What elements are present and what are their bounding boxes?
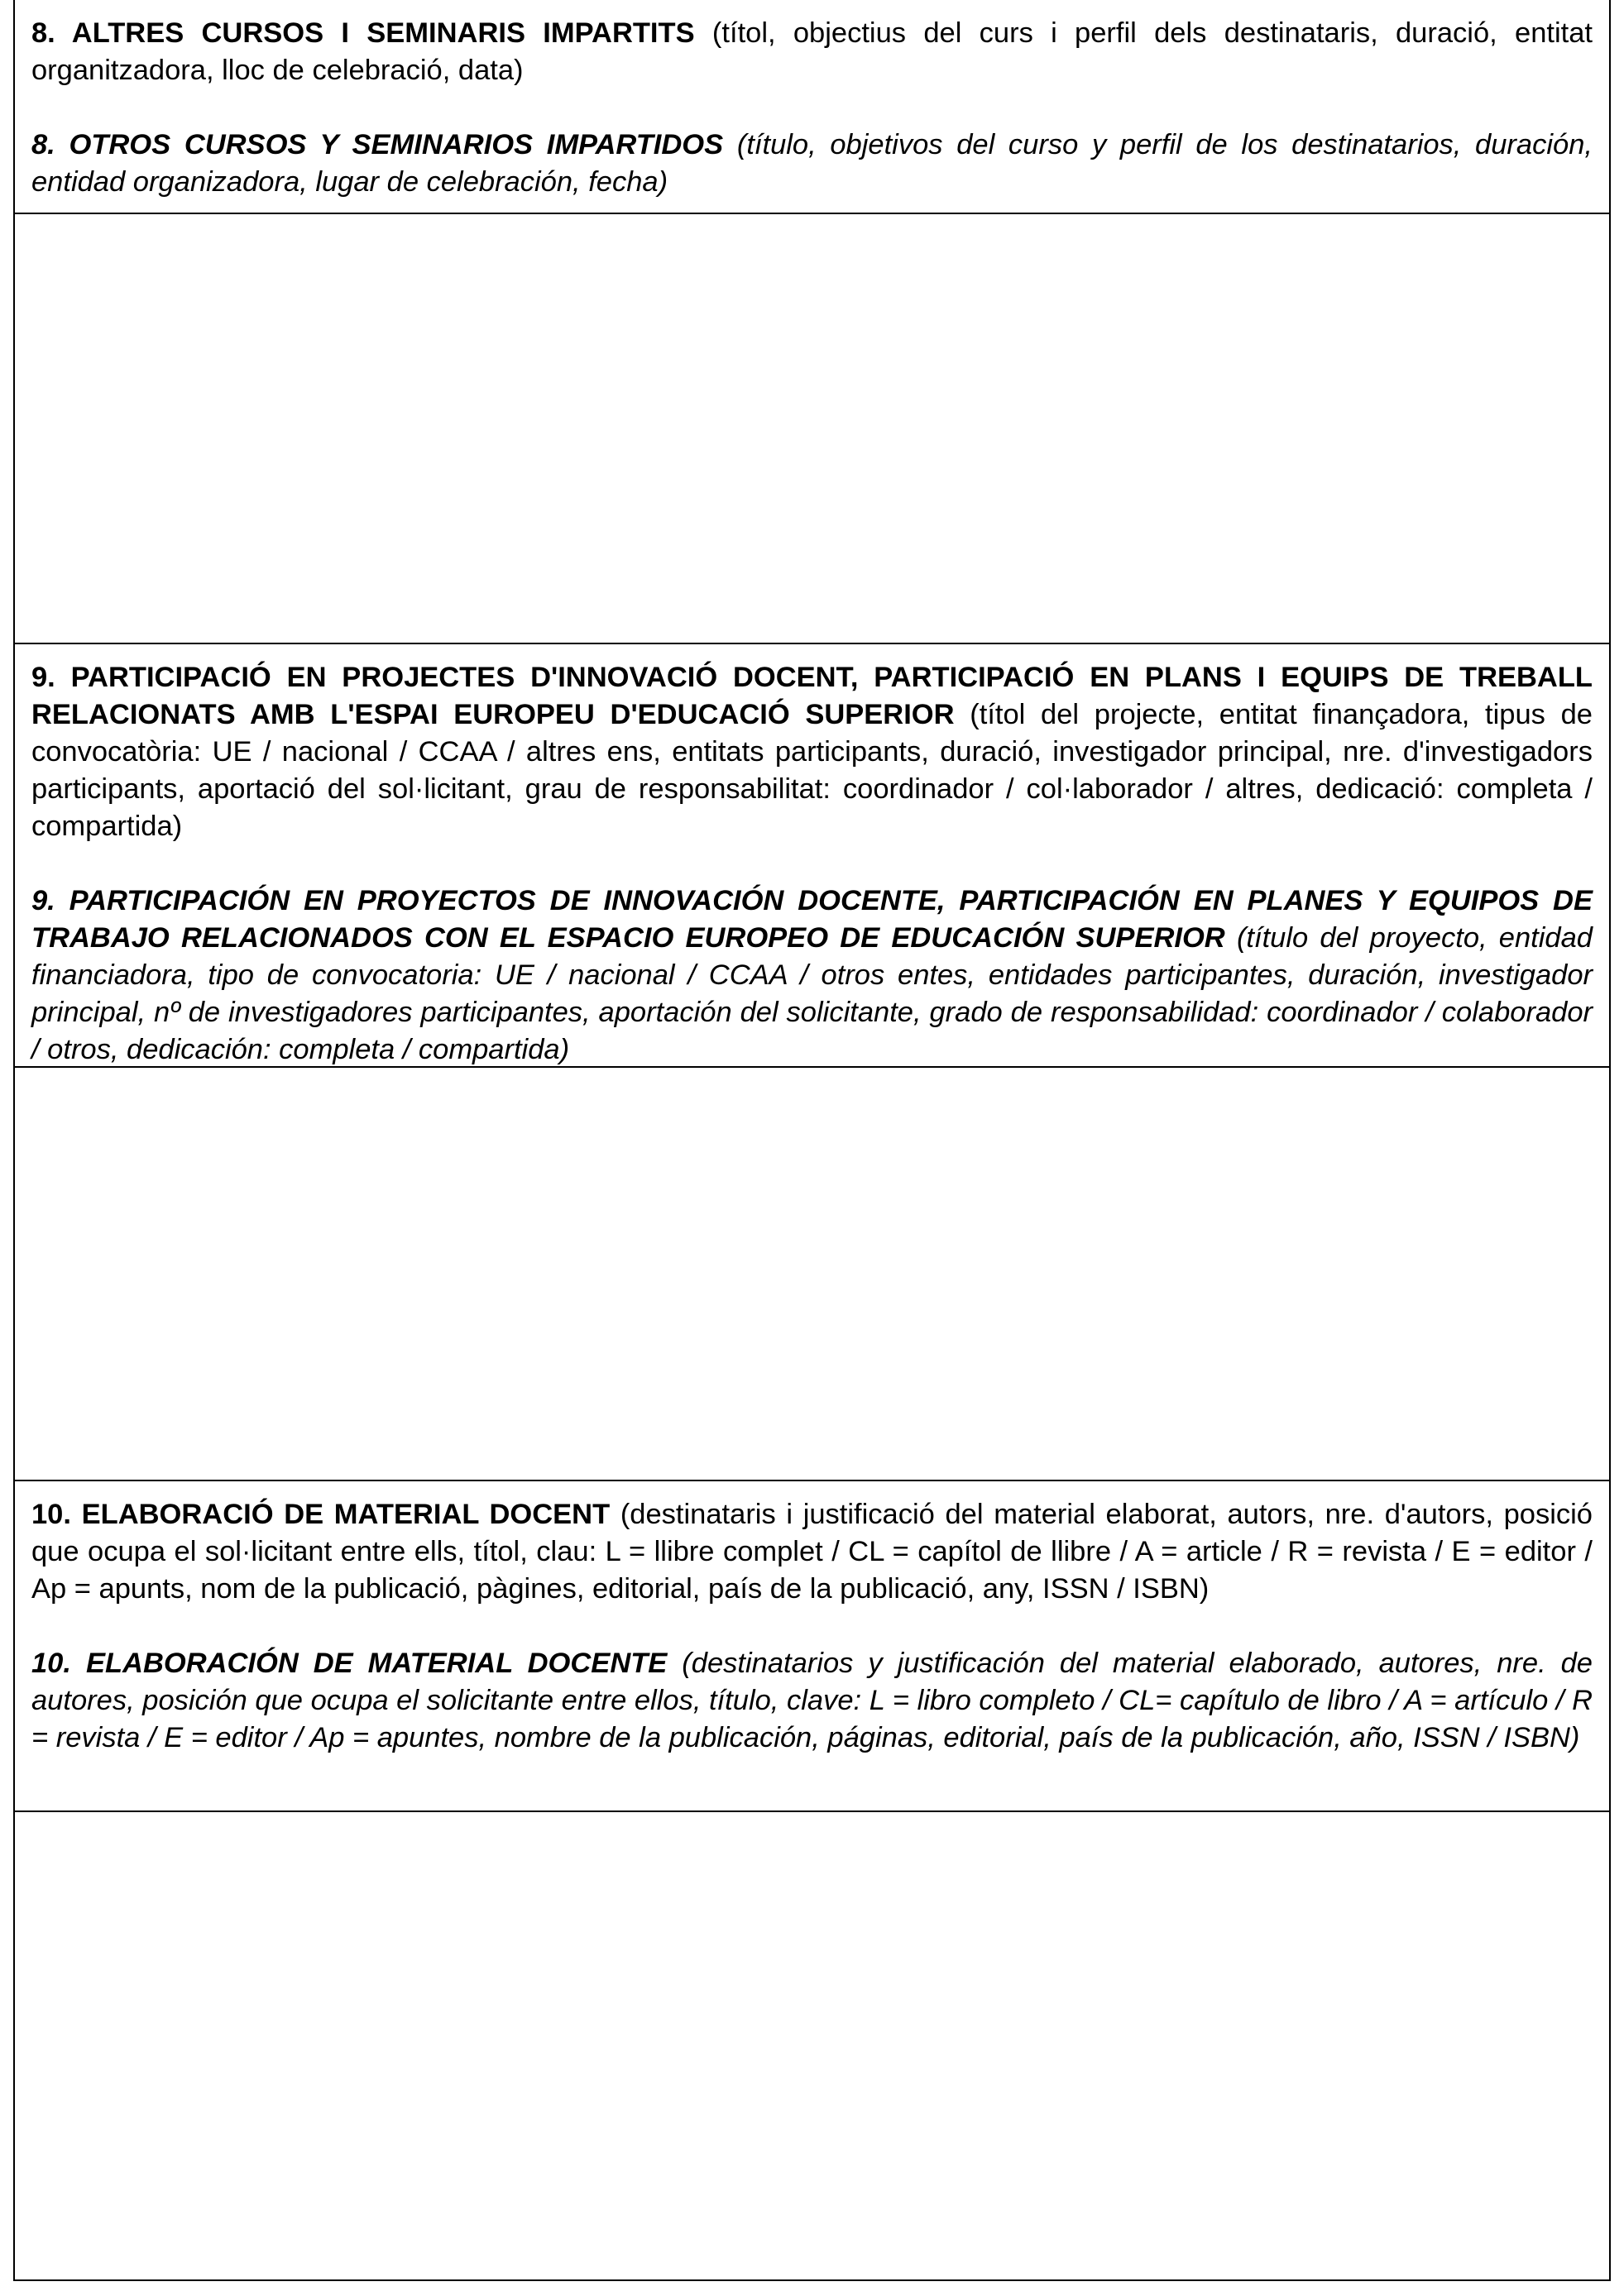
section-number: 9. xyxy=(31,662,55,693)
section-9-answer-box[interactable] xyxy=(15,1066,1609,1480)
section-10-heading-es xyxy=(31,1645,1593,1757)
section-8-heading-es xyxy=(31,127,1593,201)
section-title: PARTICIPACIÓ EN PROJECTES D'INNOVACIÓ DOCENT, PARTICIPACIÓ EN PLANS I EQUIPS DE TREBALL RELACIONATS AMB L'ESPAI EUROPEU D'EDUCACIÓ SUPERIOR xyxy=(31,662,1593,730)
section-description: (destinataris i justificació del material elaborat, autors, nre. d'autors, posició que ocupa el sol·licitant entre ells, títol, clau: L = llibre complet / CL = capítol de llibre / A = article / R = revista / E = editor / Ap = apunts, nom de la publicació, pàgines, editorial, país de la publicació, any, ISSN / ISBN) xyxy=(31,1499,1593,1605)
section-number: 8. xyxy=(31,129,55,160)
section-title: ELABORACIÓ DE MATERIAL DOCENT xyxy=(81,1499,611,1530)
section-9-heading-es xyxy=(31,883,1593,1069)
section-description: (destinatarios y justificación del material elaborado, autores, nre. de autores, posición que ocupa el solicitante entre ellos, título, clave: L = libro completo / CL= capítulo de libro / A = artículo / R = revista / E = editor / Ap = apuntes, nombre de la publicación, páginas, editorial, país de la publicación, año, ISSN / ISBN) xyxy=(31,1648,1593,1753)
section-description: (títol, objectius del curs i perfil dels destinataris, duració, entitat organitzadora, lloc de celebració, data) xyxy=(31,17,1593,86)
section-title: OTROS CURSOS Y SEMINARIOS IMPARTIDOS xyxy=(69,129,724,160)
application-form xyxy=(13,0,1611,2281)
section-title: ALTRES CURSOS I SEMINARIS IMPARTITS xyxy=(71,17,695,49)
section-title: ELABORACIÓN DE MATERIAL DOCENTE xyxy=(85,1648,668,1679)
section-title: PARTICIPACIÓN EN PROYECTOS DE INNOVACIÓN DOCENTE, PARTICIPACIÓN EN PLANES Y EQUIPOS DE TRABAJO RELACIONADOS CON EL ESPACIO EUROPEO DE EDUCACIÓN SUPERIOR xyxy=(31,885,1593,954)
section-number: 9. xyxy=(31,885,55,916)
section-9-heading-ca xyxy=(31,659,1593,845)
section-description: (título del proyecto, entidad financiadora, tipo de convocatoria: UE / nacional / CCAA / otros entes, entidades participantes, duración, investigador principal, nº de investigadores participantes, aportación del solicitante, grado de responsabilidad: coordinador / colaborador / otros, dedicación: completa / compartida) xyxy=(31,922,1593,1065)
section-10-header xyxy=(15,1480,1609,1810)
section-number: 10. xyxy=(31,1499,71,1530)
section-8-answer-box[interactable] xyxy=(15,213,1609,643)
section-description: (títol del projecte, entitat finançadora, tipus de convocatòria: UE / nacional / CCAA / altres ens, entitats participants, duració, investigador principal, nre. d'investigadors participants, aportació del sol·licitant, grau de responsabilitat: coordinador / col·laborador / altres, dedicació: completa / compartida) xyxy=(31,699,1593,842)
section-description: (título, objetivos del curso y perfil de los destinatarios, duración, entidad organizadora, lugar de celebración, fecha) xyxy=(31,129,1593,198)
section-10-heading-ca xyxy=(31,1496,1593,1608)
section-number: 8. xyxy=(31,17,55,49)
section-number: 10. xyxy=(31,1648,71,1679)
section-10-answer-box[interactable] xyxy=(15,1810,1609,2279)
section-8-header xyxy=(15,0,1609,213)
section-9-header xyxy=(15,643,1609,1066)
section-8-heading-ca xyxy=(31,15,1593,89)
